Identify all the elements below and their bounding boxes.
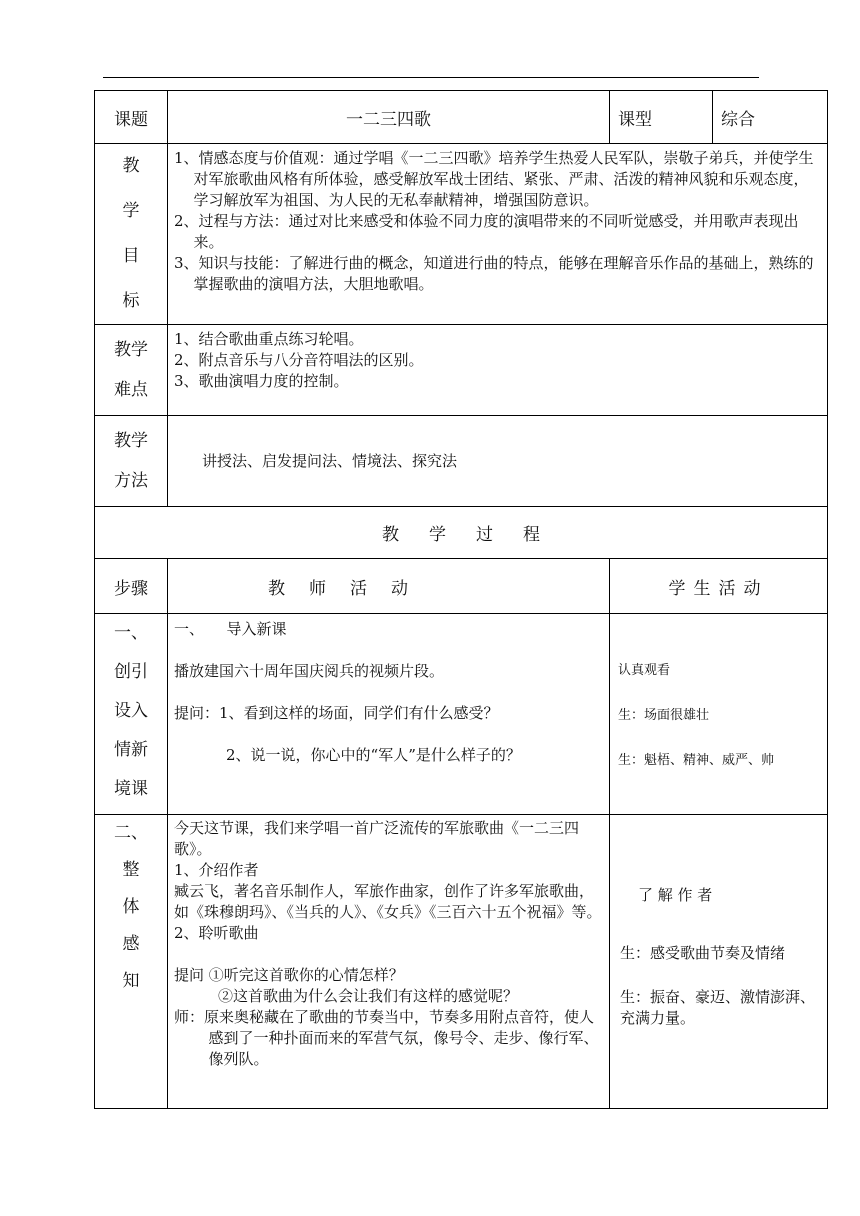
objectives-label: 教 学 目 标 <box>95 144 168 325</box>
teacher-question: 2、说一说，你心中的“军人”是什么样子的？ <box>226 746 521 764</box>
student-response: 生：场面很雄壮 <box>618 708 710 723</box>
step2-teacher <box>168 815 610 1109</box>
section-heading: 一、 导入新课 <box>174 620 287 638</box>
student-response: 生：振奋、豪迈、激情澎湃、充满力量。 <box>620 988 816 1027</box>
objectives-content <box>168 144 828 325</box>
lesson-title: 一二三四歌 <box>168 91 610 144</box>
methods-row <box>95 416 828 507</box>
difficulty-item: 1、结合歌曲重点练习轮唱。 <box>174 330 364 348</box>
step1-row <box>95 614 828 815</box>
col-step-header: 步骤 <box>95 559 168 614</box>
student-response: 认真观看 <box>618 663 671 678</box>
objectives-row <box>95 144 828 325</box>
student-response: 生：魁梧、精神、威严、帅 <box>618 753 775 768</box>
section-heading: 1、介绍作者 <box>174 861 259 879</box>
title-label: 课题 <box>95 91 168 144</box>
difficulty-item: 3、歌曲演唱力度的控制。 <box>174 372 349 390</box>
student-response: 生：感受歌曲节奏及情绪 <box>620 944 786 962</box>
lesson-plan-table <box>94 90 828 1109</box>
teacher-question: 提问：1、看到这样的场面，同学们有什么感受？ <box>174 704 499 722</box>
difficulties-label: 教学 难点 <box>95 325 168 416</box>
title-row <box>95 91 828 144</box>
step1-student <box>610 614 828 815</box>
header-rule <box>103 77 759 78</box>
step2-student <box>610 815 828 1109</box>
teacher-activity: 播放建国六十周年国庆阅兵的视频片段。 <box>174 662 445 680</box>
objective-item: 3、知识与技能：了解进行曲的概念，知道进行曲的特点，能够在理解音乐作品的基础上，熟练的掌握歌曲的演唱方法，大胆地歌唱。 <box>174 254 814 293</box>
teacher-explanation: 师：原来奥秘藏在了歌曲的节奏当中，节奏多用附点音符，使人感到了一种扑面而来的军营气氛，像号令、走步、像行军、像列队。 <box>174 1008 599 1068</box>
objective-item: 1、情感态度与价值观：通过学唱《一二三四歌》培养学生热爱人民军队，崇敬子弟兵，并使学生对军旅歌曲风格有所体验，感受解放军战士团结、紧张、严肃、活泼的精神风貌和乐观态度，学习解放军为祖国、为人民的无私奉献精神，增强国防意识。 <box>174 149 814 209</box>
column-header-row <box>95 559 828 614</box>
teacher-activity: 今天这节课，我们来学唱一首广泛流传的军旅歌曲《一二三四歌》。 <box>174 819 580 858</box>
teacher-question: ②这首歌曲为什么会让我们有这样的感觉呢？ <box>218 987 519 1005</box>
difficulty-item: 2、附点音乐与八分音符唱法的区别。 <box>174 351 424 369</box>
col-teacher-header: 教师活动 <box>168 559 610 614</box>
difficulties-row <box>95 325 828 416</box>
lesson-type-value: 综合 <box>713 91 828 144</box>
lesson-type-label: 课型 <box>610 91 713 144</box>
step1-teacher <box>168 614 610 815</box>
teacher-activity: 臧云飞，著名音乐制作人，军旅作曲家，创作了许多军旅歌曲，如《珠穆朗玛》、《当兵的人》、《女兵》《三百六十五个祝福》等。 <box>174 882 602 921</box>
step2-label: 二、 整 体 感 知 <box>95 815 168 1109</box>
step1-label: 一、 创引 设入 情新 境课 <box>95 614 168 815</box>
difficulties-content <box>168 325 828 416</box>
methods-label: 教学 方法 <box>95 416 168 507</box>
methods-content: 讲授法、启发提问法、情境法、探究法 <box>168 416 828 507</box>
student-response: 了 解 作 者 <box>638 886 713 904</box>
col-student-header: 学生活动 <box>610 559 828 614</box>
process-heading: 教学过程 <box>382 525 570 545</box>
teacher-question: 提问 ①听完这首歌你的心情怎样？ <box>174 966 404 984</box>
step2-row <box>95 815 828 1109</box>
objective-item: 2、过程与方法：通过对比来感受和体验不同力度的演唱带来的不同听觉感受，并用歌声表现出来。 <box>174 212 799 251</box>
process-heading-row <box>95 507 828 559</box>
section-heading: 2、聆听歌曲 <box>174 924 259 942</box>
